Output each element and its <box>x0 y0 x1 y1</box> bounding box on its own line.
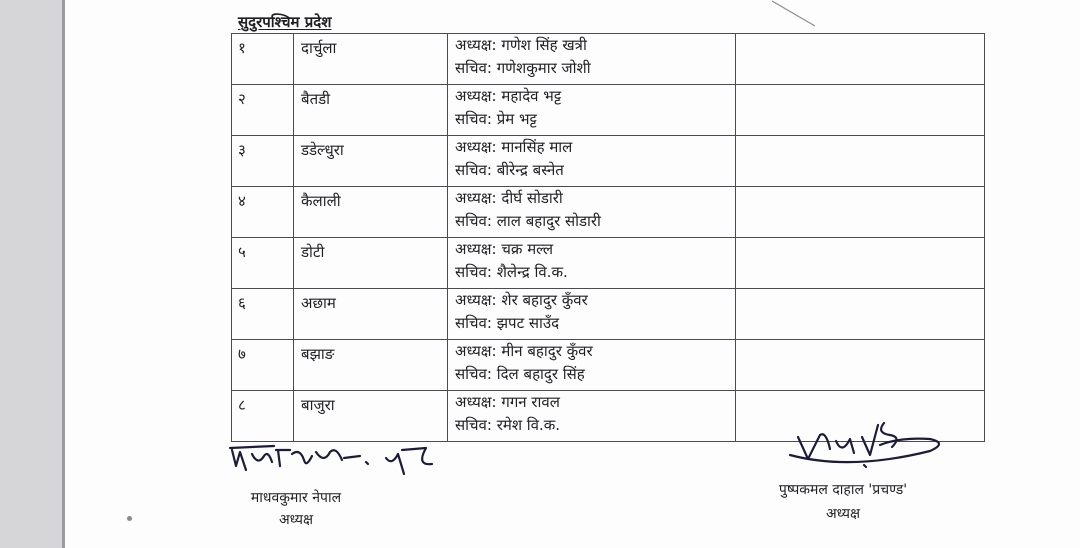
empty-cell <box>736 187 985 238</box>
chair-line: अध्यक्ष: दीर्घ सोडारी <box>455 189 563 207</box>
serial-number-cell: १ <box>232 34 294 85</box>
secretary-line: सचिव: शैलेन्द्र वि.क. <box>455 263 568 281</box>
chair-line: अध्यक्ष: महादेव भट्ट <box>455 87 562 105</box>
section-heading: सुदुरपश्चिम प्रदेश <box>238 13 332 31</box>
officials-cell <box>448 136 736 187</box>
serial-number-cell: ७ <box>232 340 294 391</box>
empty-cell <box>736 238 985 289</box>
officials-cell <box>448 391 736 442</box>
secretary-line: सचिव: रमेश वि.क. <box>455 416 561 434</box>
scan-speck <box>127 516 132 521</box>
district-cell: कैलाली <box>294 187 448 238</box>
chair-line: अध्यक्ष: मीन बहादुर कुँवर <box>455 342 593 360</box>
empty-cell <box>736 136 985 187</box>
district-cell: बाजुरा <box>294 391 448 442</box>
left-signature <box>226 436 436 484</box>
right-signature <box>780 415 950 477</box>
secretary-line: सचिव: बीरेन्द्र बस्नेत <box>455 161 564 179</box>
serial-number-cell: ५ <box>232 238 294 289</box>
paper-crease-mark <box>770 0 820 30</box>
secretary-line: सचिव: प्रेम भट्ट <box>455 110 537 128</box>
serial-number-cell: ४ <box>232 187 294 238</box>
officials-cell <box>448 340 736 391</box>
secretary-line: सचिव: लाल बहादुर सोडारी <box>455 212 601 230</box>
empty-cell <box>736 340 985 391</box>
table-row <box>232 34 985 85</box>
chair-line: अध्यक्ष: गणेश सिंह खत्री <box>455 36 587 54</box>
chair-line: अध्यक्ष: शेर बहादुर कुँवर <box>455 291 588 309</box>
left-signatory <box>236 488 356 529</box>
officials-cell <box>448 289 736 340</box>
left-signatory-name: माधवकुमार नेपाल <box>250 490 342 506</box>
officials-cell <box>448 34 736 85</box>
right-signatory-name: पुष्पकमल दाहाल 'प्रचण्ड' <box>778 482 908 498</box>
officials-cell <box>448 187 736 238</box>
district-cell: बझाङ <box>294 340 448 391</box>
scan-margin <box>0 0 62 548</box>
secretary-line: सचिव: गणेशकुमार जोशी <box>455 59 591 77</box>
table-row <box>232 238 985 289</box>
serial-number-cell: ८ <box>232 391 294 442</box>
left-signatory-title: अध्यक्ष <box>278 512 314 528</box>
secretary-line: सचिव: झपट साउँद <box>455 314 560 332</box>
table-row <box>232 289 985 340</box>
empty-cell <box>736 85 985 136</box>
officials-cell <box>448 238 736 289</box>
empty-cell <box>736 34 985 85</box>
officials-cell <box>448 85 736 136</box>
serial-number-cell: ६ <box>232 289 294 340</box>
empty-cell <box>736 289 985 340</box>
table-row <box>232 187 985 238</box>
right-signatory <box>758 480 928 523</box>
chair-line: अध्यक्ष: मानसिंह माल <box>455 138 573 156</box>
district-cell: बैतडी <box>294 85 448 136</box>
table-row <box>232 340 985 391</box>
secretary-line: सचिव: दिल बहादुर सिंह <box>455 365 585 383</box>
chair-line: अध्यक्ष: गगन रावल <box>455 393 560 411</box>
committee-table <box>231 33 985 442</box>
table-row <box>232 136 985 187</box>
table-row <box>232 85 985 136</box>
district-cell: डडेल्धुरा <box>294 136 448 187</box>
serial-number-cell: २ <box>232 85 294 136</box>
chair-line: अध्यक्ष: चक्र मल्ल <box>455 240 554 258</box>
serial-number-cell: ३ <box>232 136 294 187</box>
district-cell: दार्चुला <box>294 34 448 85</box>
district-cell: डोटी <box>294 238 448 289</box>
district-cell: अछाम <box>294 289 448 340</box>
right-signatory-title: अध्यक्ष <box>825 506 861 522</box>
